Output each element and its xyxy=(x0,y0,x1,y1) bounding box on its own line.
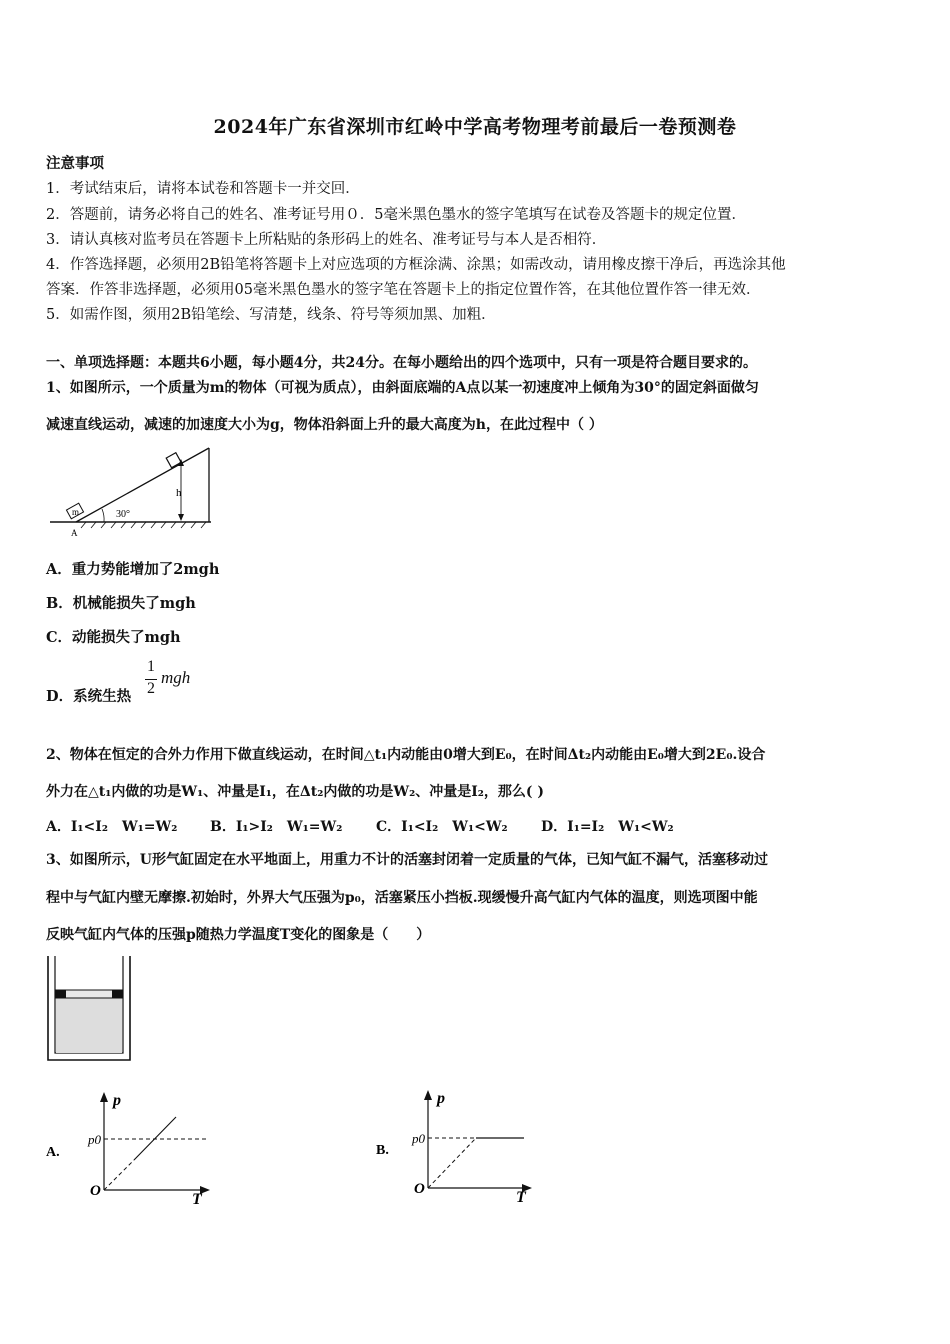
graph-a xyxy=(46,1090,226,1210)
q1-stem-line2: 减速直线运动，减速的加速度大小为g，物体沿斜面上升的最大高度为h，在此过程中（ ） xyxy=(46,417,603,433)
formula-mgh: mgh xyxy=(161,668,191,687)
t-axis-label: T xyxy=(516,1189,526,1206)
graph-a-label: A. xyxy=(46,1145,60,1160)
p0-label: p0 xyxy=(88,1132,101,1147)
angle-label: 30° xyxy=(116,509,130,520)
notice-item: 5．如需作图，须用2B铅笔绘、写清楚，线条、符号等须加黑、加粗． xyxy=(46,307,496,323)
incline-figure xyxy=(46,440,221,540)
fraction-numerator: 1 xyxy=(147,658,155,675)
height-label: h xyxy=(176,487,182,499)
origin-label: O xyxy=(90,1183,101,1199)
mass-label: m xyxy=(72,507,80,517)
cylinder-figure xyxy=(46,954,132,1064)
point-label: A xyxy=(71,528,78,538)
p-axis-label: p xyxy=(437,1090,445,1107)
q1-option-c[interactable]: C．动能损失了mgh xyxy=(46,629,181,646)
q3-stem-line3: 反映气缸内气体的压强p随热力学温度T变化的图象是（ ） xyxy=(46,927,431,943)
notice-item: 2．答题前，请务必将自己的姓名、准考证号用０．5毫米黑色墨水的签字笔填写在试卷及答题卡的规定位置． xyxy=(46,207,746,223)
p0-label: p0 xyxy=(412,1131,425,1146)
page-title: 2024年广东省深圳市红岭中学高考物理考前最后一卷预测卷 xyxy=(213,116,737,138)
q1-stem-line1: 1、如图所示，一个质量为m的物体（可视为质点），由斜面底端的A点以某一初速度冲上倾角为30°的固定斜面做匀 xyxy=(46,380,759,396)
q1-option-a[interactable]: A．重力势能增加了2mgh xyxy=(46,561,220,578)
fraction-denominator: 2 xyxy=(147,680,155,697)
q1-option-d[interactable]: D．系统生热 xyxy=(46,688,132,705)
notice-heading: 注意事项 xyxy=(46,155,104,172)
notice-item: 3．请认真核对监考员在答题卡上所粘贴的条形码上的姓名、准考证号与本人是否相符． xyxy=(46,232,607,248)
q1-option-b[interactable]: B．机械能损失了mgh xyxy=(46,595,196,612)
notice-item: 4．作答选择题，必须用2B铅笔将答题卡上对应选项的方框涂满、涂黑；如需改动，请用橡皮擦干净后，再选涂其他 xyxy=(46,257,786,273)
q2-option-c[interactable]: C．I₁<I₂ W₁<W₂ xyxy=(376,819,508,835)
notice-item: 1．考试结束后，请将本试卷和答题卡一并交回． xyxy=(46,181,360,197)
q2-option-a[interactable]: A．I₁<I₂ W₁=W₂ xyxy=(46,819,178,835)
graph-b xyxy=(376,1088,556,1208)
p-axis-label: p xyxy=(113,1092,121,1109)
q2-stem-line1: 2、物体在恒定的合外力作用下做直线运动，在时间△t₁内动能由0增大到E₀，在时间Δt₂内动能由E₀增大到2E₀.设合 xyxy=(46,747,766,763)
origin-label: O xyxy=(414,1181,425,1197)
q3-stem-line2: 程中与气缸内壁无摩擦.初始时，外界大气压强为p₀，活塞紧压小挡板.现缓慢升高气缸内气体的温度，则选项图中能 xyxy=(46,890,758,906)
q2-stem-line2: 外力在△t₁内做的功是W₁、冲量是I₁，在Δt₂内做的功是W₂、冲量是I₂，那么( ) xyxy=(46,784,545,800)
section-heading: 一、单项选择题：本题共6小题，每小题4分，共24分。在每小题给出的四个选项中，只有一项是符合题目要求的。 xyxy=(46,355,757,371)
notice-item: 答案．作答非选择题，必须用05毫米黑色墨水的签字笔在答题卡上的指定位置作答，在其他位置作答一律无效． xyxy=(46,282,761,298)
t-axis-label: T xyxy=(192,1191,202,1208)
q2-option-d[interactable]: D．I₁=I₂ W₁<W₂ xyxy=(541,819,674,835)
q2-option-b[interactable]: B．I₁>I₂ W₁=W₂ xyxy=(210,819,343,835)
q3-stem-line1: 3、如图所示，U形气缸固定在水平地面上，用重力不计的活塞封闭着一定质量的气体，已知气缸不漏气，活塞移动过 xyxy=(46,852,768,868)
graph-b-label: B. xyxy=(376,1143,389,1158)
